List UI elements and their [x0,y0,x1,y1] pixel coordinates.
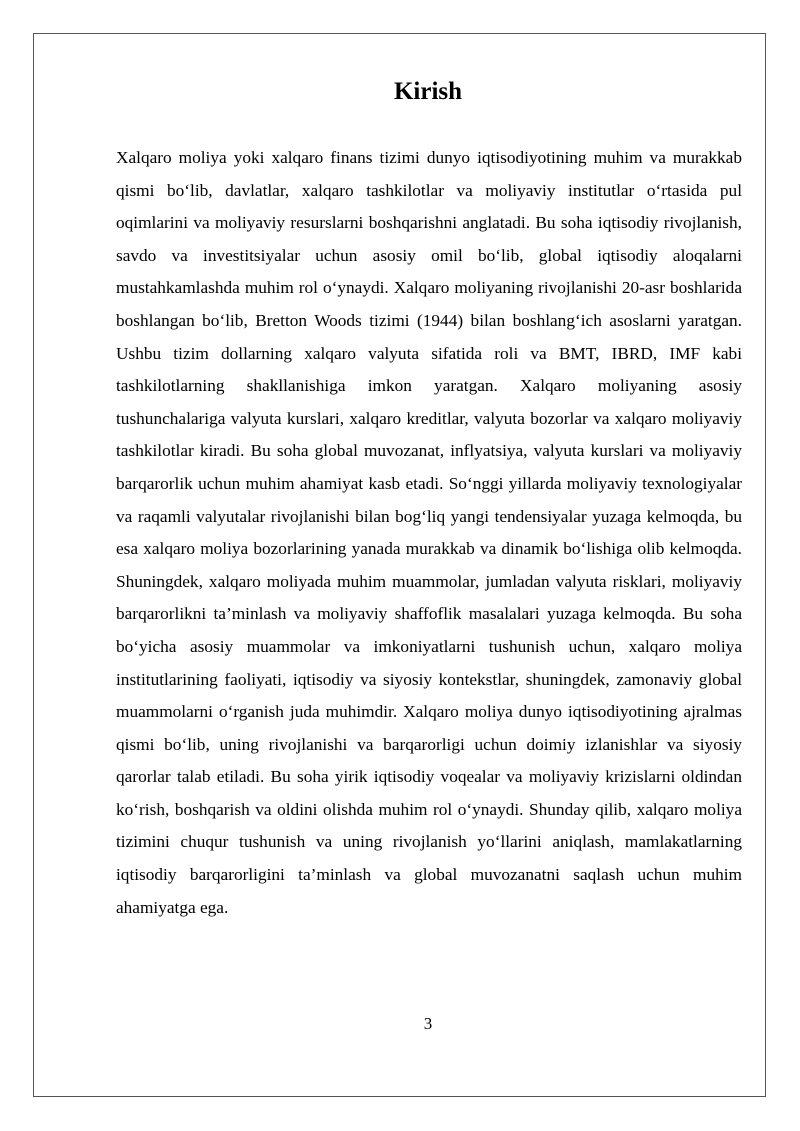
page-title: Kirish [393,78,463,105]
body-paragraph: Xalqaro moliya yoki xalqaro finans tizimi dunyo iqtisodiyotining muhim va murakkab qismi bo‘lib, davlatlar, xalqaro tashkilotlar va moliyaviy institutlar o‘rtasida pul oqimlarini va moliyaviy resurslarni boshqarishni anglatadi. Bu soha iqtisodiy rivojlanish, savdo va investitsiyalar uchun asosiy omil bo‘lib, global iqtisodiy aloqalarni mustahkamlashda muhim rol o‘ynaydi. Xalqaro moliyaning rivojlanishi 20-asr boshlarida boshlangan bo‘lib, Bretton Woods tizimi (1944) bilan boshlang‘ich asoslarni yaratgan. Ushbu tizim dollarning xalqaro valyuta sifatida roli va BMT, IBRD, IMF kabi tashkilotlarning shakllanishiga imkon yaratgan. Xalqaro moliyaning asosiy tushunchalariga valyuta kurslari, xalqaro kreditlar, valyuta bozorlar va xalqaro moliyaviy tashkilotlar kiradi. Bu soha global muvozanat, inflyatsiya, valyuta kurslari va moliyaviy barqarorlik uchun muhim ahamiyat kasb etadi. So‘nggi yillarda moliyaviy texnologiyalar va raqamli valyutalar rivojlanishi bilan bog‘liq yangi tendensiyalar yuzaga kelmoqda, bu esa xalqaro moliya bozorlarining yanada murakkab va dinamik bo‘lishiga olib kelmoqda. Shuningdek, xalqaro moliyada muhim muammolar, jumladan valyuta risklari, moliyaviy barqarorlikni ta’minlash va moliyaviy shaffoflik masalalari yuzaga kelmoqda. Bu soha bo‘yicha asosiy muammolar va imkoniyatlarni tushunish uchun, xalqaro moliya institutlarining faoliyati, iqtisodiy va siyosiy kontekstlar, shuningdek, zamonaviy global muammolarni o‘rganish juda muhimdir. Xalqaro moliya dunyo iqtisodiyotining ajralmas qismi bo‘lib, uning rivojlanishi va barqarorligi uchun doimiy izlanishlar va siyosiy qarorlar talab etiladi. Bu soha yirik iqtisodiy voqealar va moliyaviy krizislarni oldindan ko‘rish, boshqarish va oldini olishda muhim rol o‘ynaydi. Shunday qilib, xalqaro moliya tizimini chuqur tushunish va uning rivojlanish yo‘llarini aniqlash, mamlakatlarning iqtisodiy barqarorligini ta’minlash va global muvozanatni saqlash uchun muhim ahamiyatga ega. [116,148,742,917]
page-number: 3 [423,1014,433,1033]
